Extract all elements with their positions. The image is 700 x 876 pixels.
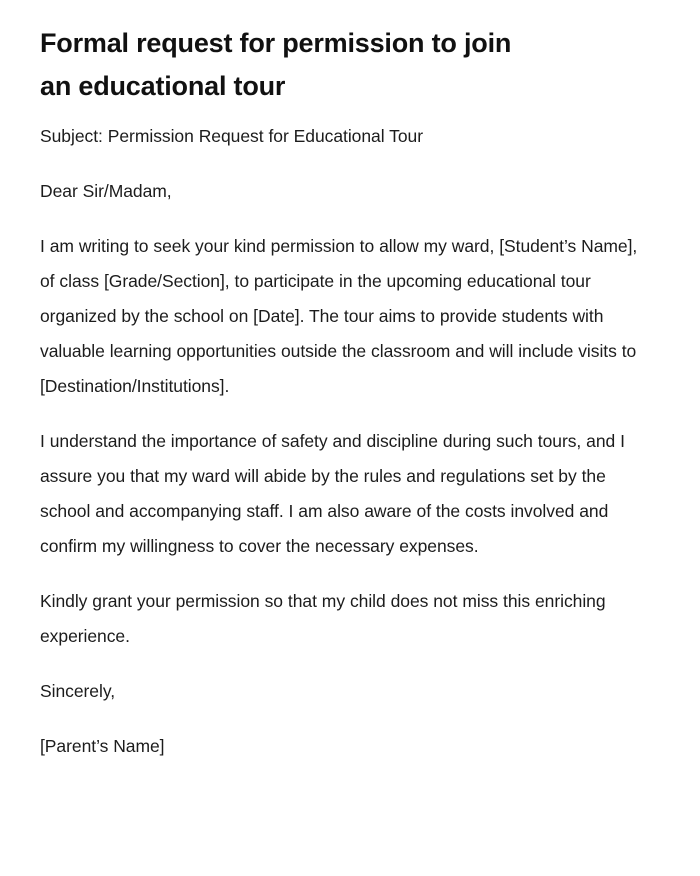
letter-article (40, 0, 640, 764)
letter-body (40, 108, 640, 764)
letter-paragraph-3: Kindly grant your permission so that my child does not miss this enriching experience. (40, 591, 606, 646)
page-title: Formal request for permission to join an educational tour (40, 28, 512, 101)
signature-line: [Parent’s Name] (40, 736, 165, 756)
closing-line: Sincerely, (40, 681, 116, 701)
letter-paragraph-2: I understand the importance of safety and discipline during such tours, and I assure you that my ward will abide by the rules and regulations set by the school and accompanying staff. I am also aware of the costs involved and confirm my willingness to cover the necessary expenses. (40, 431, 625, 556)
salutation: Dear Sir/Madam, (40, 181, 172, 201)
subject-line: Subject: Permission Request for Educational Tour (40, 126, 423, 146)
letter-paragraph-1: I am writing to seek your kind permission to allow my ward, [Student’s Name], of class [Grade/Section], to participate in the upcoming educational tour organized by the school on [Date]. The tour aims to provide students with valuable learning opportunities outside the classroom and will include visits to [Destination/Institutions]. (40, 236, 638, 396)
